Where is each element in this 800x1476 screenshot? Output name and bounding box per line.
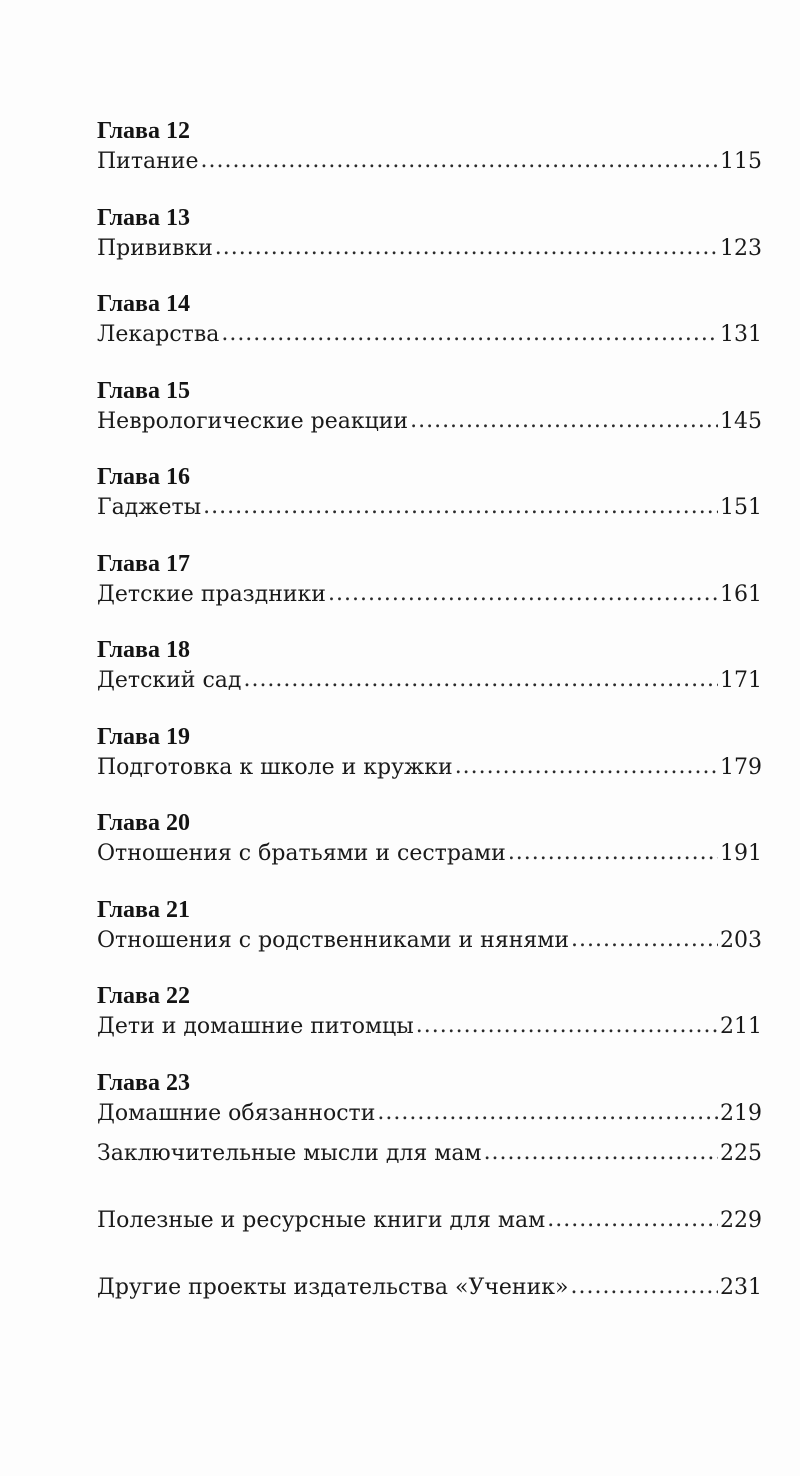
dot-leader [455, 752, 718, 782]
toc-entry [97, 320, 762, 350]
page-number: 145 [720, 408, 762, 434]
chapter-heading: Глава 23 [97, 1069, 190, 1096]
toc-entry [97, 1099, 762, 1129]
dot-leader [570, 1272, 718, 1302]
dot-leader [328, 579, 718, 609]
page-number: 231 [720, 1275, 762, 1300]
entry-title: Гаджеты [97, 495, 202, 520]
toc-chapter-16 [97, 461, 762, 548]
toc-chapter-19 [97, 721, 762, 808]
chapter-heading: Глава 13 [97, 204, 190, 231]
toc-entry [97, 234, 762, 264]
page-number: 151 [720, 495, 762, 520]
page-number: 179 [720, 754, 762, 780]
chapter-heading: Глава 20 [97, 810, 190, 836]
chapter-heading: Глава 22 [97, 983, 190, 1009]
dot-leader [547, 1205, 718, 1235]
dot-leader [484, 1138, 718, 1168]
entry-title: Прививки [97, 235, 213, 261]
toc-chapter-18 [97, 634, 762, 721]
page-number: 225 [720, 1141, 762, 1166]
toc-chapter-21 [97, 894, 762, 981]
page-number: 229 [720, 1208, 762, 1233]
dot-leader [508, 838, 718, 868]
entry-title: Питание [97, 149, 199, 174]
toc-entry [97, 407, 762, 437]
toc-entry [97, 753, 762, 783]
chapter-heading: Глава 17 [97, 550, 190, 577]
chapter-heading: Глава 19 [97, 723, 190, 750]
toc-entry [97, 666, 762, 696]
page-number: 191 [720, 841, 762, 866]
entry-title: Лекарства [97, 322, 220, 347]
chapter-heading: Глава 14 [97, 291, 190, 317]
entry-title: Неврологические реакции [97, 408, 409, 434]
toc-entry [97, 580, 762, 610]
toc-entry-useful-books [97, 1206, 762, 1249]
chapter-heading: Глава 18 [97, 637, 190, 663]
dot-leader [410, 406, 718, 436]
table-of-contents [97, 115, 762, 1316]
page-number: 203 [720, 927, 762, 953]
page-number: 161 [720, 581, 762, 607]
entry-title: Полезные и ресурсные книги для мам [97, 1208, 546, 1233]
dot-leader [416, 1011, 718, 1041]
toc-entry-other-projects [97, 1273, 762, 1316]
dot-leader [215, 233, 718, 263]
chapter-heading: Глава 21 [97, 896, 190, 923]
toc-chapter-14 [97, 288, 762, 375]
chapter-heading: Глава 16 [97, 464, 190, 490]
dot-leader [377, 1098, 718, 1128]
toc-entry [97, 147, 762, 177]
toc-chapter-17 [97, 548, 762, 635]
entry-title: Заключительные мысли для мам [97, 1141, 482, 1166]
entry-title: Другие проекты издательства «Ученик» [97, 1275, 569, 1300]
entry-title: Детские праздники [97, 581, 326, 607]
toc-entry [97, 926, 762, 956]
entry-title: Дети и домашние питомцы [97, 1014, 414, 1039]
toc-chapter-20 [97, 807, 762, 894]
dot-leader [571, 925, 718, 955]
page-number: 115 [720, 149, 762, 174]
entry-title: Отношения с братьями и сестрами [97, 841, 506, 866]
page-number: 171 [720, 668, 762, 693]
toc-entry [97, 493, 762, 523]
dot-leader [203, 492, 718, 522]
entry-title: Домашние обязанности [97, 1100, 376, 1126]
toc-chapter-15 [97, 375, 762, 462]
page-number: 131 [720, 322, 762, 347]
dot-leader [200, 146, 718, 176]
dot-leader [243, 665, 718, 695]
toc-chapter-22 [97, 980, 762, 1067]
chapter-heading: Глава 15 [97, 377, 190, 404]
toc-entry [97, 839, 762, 869]
entry-title: Детский сад [97, 668, 242, 693]
chapter-heading: Глава 12 [97, 118, 190, 144]
entry-title: Подготовка к школе и кружки [97, 754, 453, 780]
page-number: 123 [720, 235, 762, 261]
page-number: 211 [720, 1014, 762, 1039]
toc-chapter-13 [97, 202, 762, 289]
toc-entry [97, 1012, 762, 1042]
entry-title: Отношения с родственниками и нянями [97, 927, 570, 953]
dot-leader [221, 319, 718, 349]
page-number: 219 [720, 1100, 762, 1126]
toc-chapter-12 [97, 115, 762, 202]
toc-extras [97, 1139, 762, 1316]
